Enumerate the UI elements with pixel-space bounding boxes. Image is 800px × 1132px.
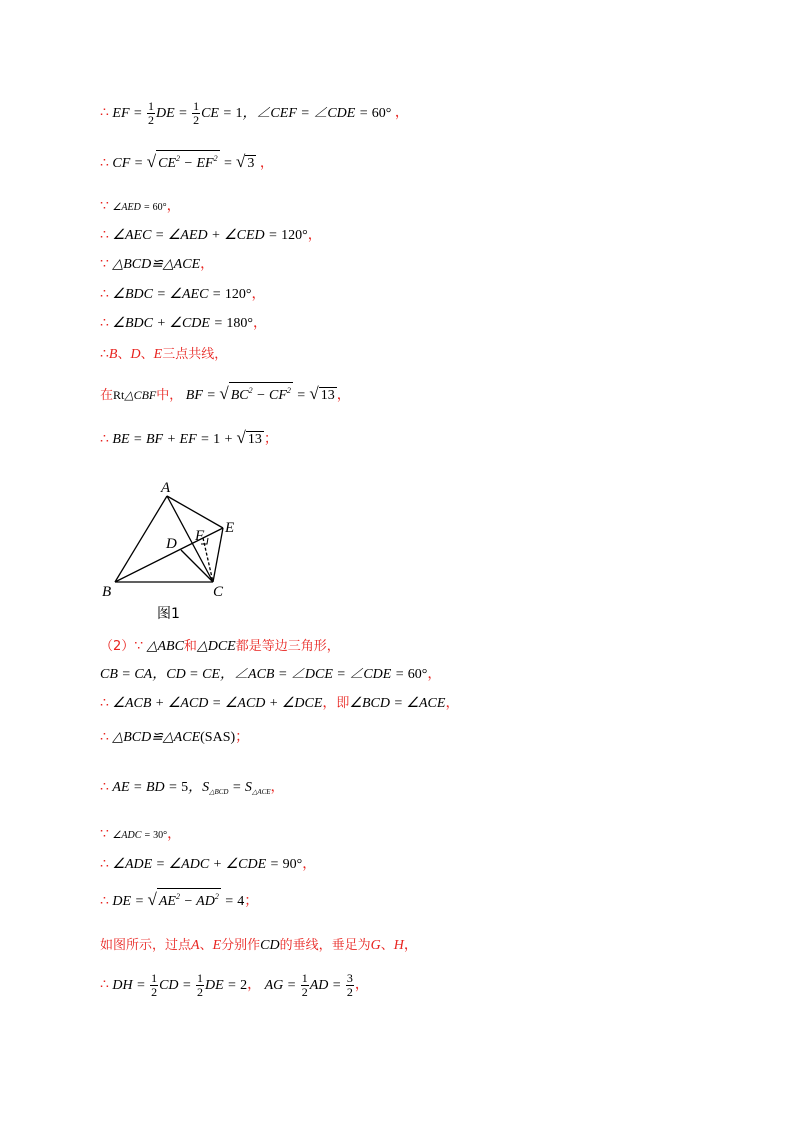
equation-sides-angles: CB = CA，CD = CE，∠ACB = ∠DCE = ∠CDE = 60° xyxy=(100,667,428,682)
step-line-8: ∴B、D、E三点共线， xyxy=(100,347,228,362)
step-line-12: CB = CA，CD = CE，∠ACB = ∠DCE = ∠CDE = 60°， xyxy=(100,667,442,682)
step-line-10: ∴ BE = BF + EF = 1 + √ 13 ； xyxy=(100,428,278,447)
step-line-9: 在Rt△CBF中， BF = √ $BC^2 - CF^2$ = √ 13 ， xyxy=(100,384,351,403)
step-line-16: ∵ ∠ADC = 30°， xyxy=(100,827,182,842)
congruence-statement: △BCD≌△ACE xyxy=(112,257,201,272)
segment-dc xyxy=(181,550,213,582)
equation-aed: ∠AED = 60° xyxy=(112,202,167,213)
equation-bf: BF = √ $BC^2 - CF^2$ = √ 13 xyxy=(185,384,335,403)
step-line-17: ∴ ∠ADE = ∠ADC + ∠CDE = 90°， xyxy=(100,857,317,872)
point-f-label: F xyxy=(195,528,205,544)
step-line-4: ∴ ∠AEC = ∠AED + ∠CED = 120°， xyxy=(100,228,322,243)
step-line-5: ∵ △BCD≌△ACE， xyxy=(100,257,215,272)
equation-angle-sum: ∠ACB + ∠ACD = ∠ACD + ∠DCE xyxy=(112,696,323,711)
equilateral-text: 都是等边三角形， xyxy=(235,639,340,654)
equation-de: DE = √ $AE^2 - AD^2 = 4$ xyxy=(112,890,245,909)
step-line-2: ∴ CF = √ $CE^2 - EF^2$ = √ 3 ， xyxy=(100,152,274,171)
equation-bdc: ∠BDC = ∠AEC = 120° xyxy=(112,287,252,302)
equation-ag: AG = $\frac{1}{2}$ AD = $\frac{3}{2}$ xyxy=(264,971,353,999)
point-e-label: E xyxy=(225,520,235,536)
geometry-figure xyxy=(95,478,255,623)
equation-adc: ∠ADC = 30° xyxy=(112,830,168,841)
equation-ade: ∠ADE = ∠ADC + ∠CDE = 90° xyxy=(112,857,303,872)
point-c-label: C xyxy=(213,584,224,600)
equation-dh: DH = $\frac{1}{2}$ CD = $\frac{1}{2}$ DE = 2 xyxy=(112,971,248,999)
congruence-sas: △BCD≌△ACE(SAS) xyxy=(112,730,236,745)
point-b-label: B xyxy=(102,584,112,600)
equation-aec: ∠AEC = ∠AED + ∠CED = 120° xyxy=(112,228,308,243)
equation-bdc-cde: ∠BDC + ∠CDE = 180° xyxy=(112,316,254,331)
part2-label: （2） xyxy=(100,639,135,654)
equation-ef: EF = $\frac{1}{2}$ DE = $\frac{1}{2}$ CE = 1，∠CEF = ∠CDE = 60° xyxy=(112,99,392,127)
collinear-text: 三点共线， xyxy=(162,347,228,362)
step-line-6: ∴ ∠BDC = ∠AEC = 120°， xyxy=(100,287,266,302)
step-line-19: 如图所示，过点A、E分别作CD的垂线，垂足为G、H， xyxy=(100,938,418,953)
step-line-15: ∴ AE = BD = 5，$S_{\triangle BCD} = S_{\triangle ACE}$， xyxy=(100,780,285,796)
step-line-13: ∴ ∠ACB + ∠ACD = ∠ACD + ∠DCE，即∠BCD = ∠ACE， xyxy=(100,696,460,711)
segment-ec xyxy=(213,528,223,582)
triangle-diagram xyxy=(95,478,255,623)
segment-cf-dashed xyxy=(203,538,213,582)
step-line-3: ∵ ∠AED = 60°， xyxy=(100,199,181,214)
step-line-7: ∴ ∠BDC + ∠CDE = 180°， xyxy=(100,316,268,331)
point-a-label: A xyxy=(161,480,171,496)
step-line-14: ∴ △BCD≌△ACE(SAS)； xyxy=(100,730,250,745)
equation-cf: CF = √ $CE^2 - EF^2$ = √ 3 xyxy=(112,152,255,171)
step-line-11: （2）∵ △ABC和△DCE都是等边三角形， xyxy=(100,639,340,654)
step-line-1: ∴ EF = $\frac{1}{2}$ DE = $\frac{1}{2}$ CE = 1，∠CEF = ∠CDE = 60° ， xyxy=(100,99,409,127)
point-d-label: D xyxy=(166,536,177,552)
therefore-symbol: ∴ xyxy=(100,105,109,121)
equation-ae-bd: AE = BD = 5，$S_{\triangle BCD} = S_{\triangle ACE}$ xyxy=(112,780,271,796)
step-line-18: ∴ DE = √ $AE^2 - AD^2 = 4$； xyxy=(100,890,259,909)
step-line-20: ∴ DH = $\frac{1}{2}$ CD = $\frac{1}{2}$ DE = 2， AG = $\frac{1}{2}$ AD = $\frac{3}{2}$ ， xyxy=(100,971,369,999)
equation-be: BE = BF + EF = 1 + √ 13 xyxy=(112,428,262,447)
figure-caption: 图1 xyxy=(157,606,180,622)
